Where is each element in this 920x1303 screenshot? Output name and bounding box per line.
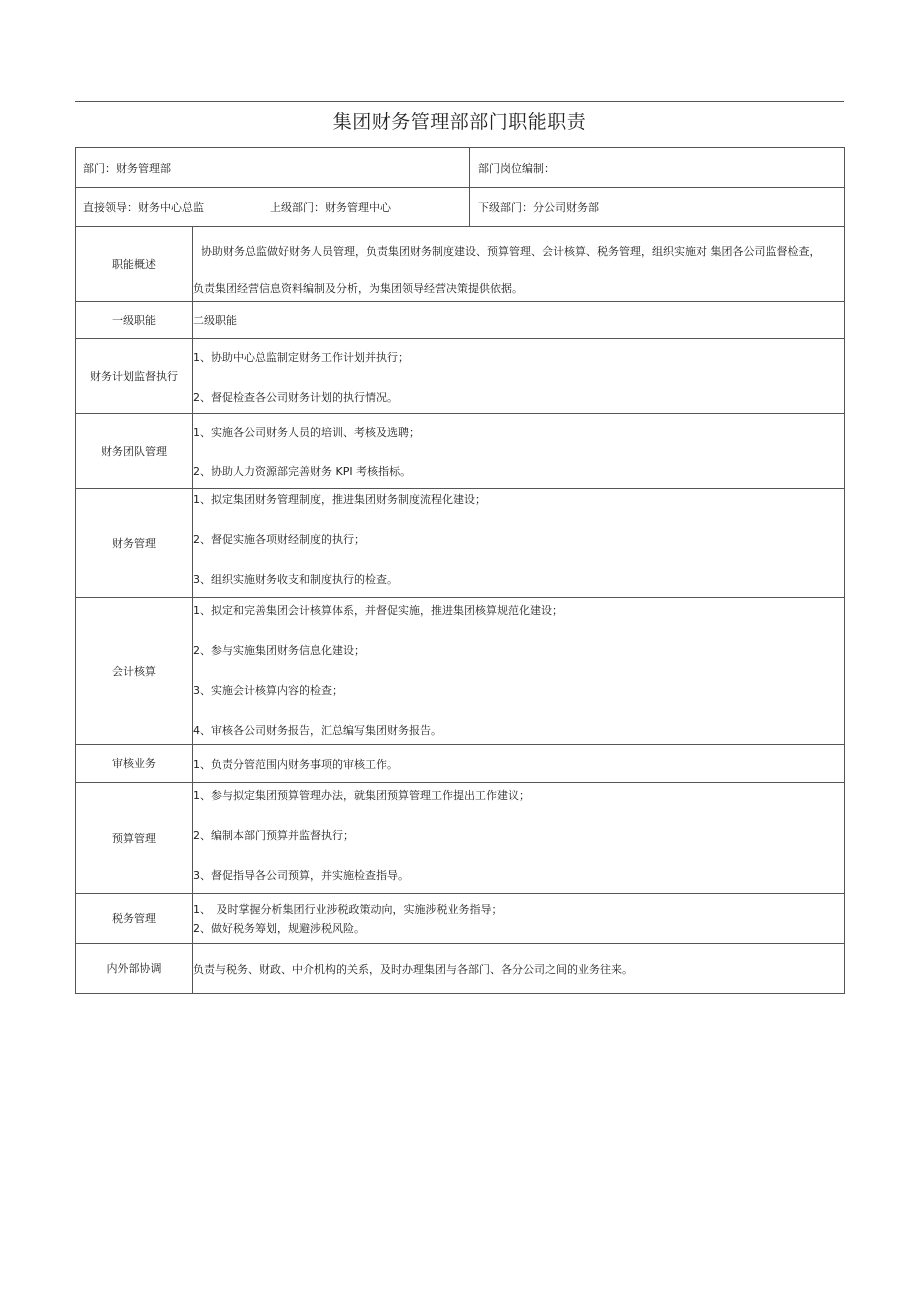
subordinate-cell bbox=[470, 188, 844, 226]
overview-line: 协助财务总监做好财务人员管理，负责集团财务制度建设、预算管理、会计核算、税务管理，组织实施对 集团各公司监督检查， bbox=[201, 245, 821, 258]
subordinate-dept-value: 下级部门：分公司财务部 bbox=[478, 201, 599, 214]
function-item: 1、负责分管范围内财务事项的审核工作。 bbox=[193, 757, 398, 771]
function-row bbox=[76, 943, 844, 993]
function-label: 财务管理 bbox=[76, 489, 193, 597]
function-label: 会计核算 bbox=[76, 598, 193, 744]
function-label: 内外部协调 bbox=[76, 944, 193, 993]
overview-line: 负责集团经营信息资料编制及分析，为集团领导经营决策提供依据。 bbox=[193, 282, 523, 295]
function-items bbox=[193, 339, 844, 413]
department-value: 部门：财务管理部 bbox=[83, 161, 171, 175]
function-row bbox=[76, 744, 844, 782]
function-item: 1、拟定集团财务管理制度，推进集团财务制度流程化建设； bbox=[193, 493, 486, 506]
second-level-header: 二级职能 bbox=[193, 314, 237, 327]
function-label: 预算管理 bbox=[76, 783, 193, 893]
page-title: 集团财务管理部部门职能职责 bbox=[332, 111, 587, 133]
function-item: 3、组织实施财务收支和制度执行的检查。 bbox=[193, 573, 398, 586]
function-item: 2、督促检查各公司财务计划的执行情况。 bbox=[193, 391, 398, 404]
function-table bbox=[75, 147, 845, 994]
department-cell bbox=[76, 148, 470, 187]
overview-label: 职能概述 bbox=[76, 227, 193, 301]
function-item: 负责与税务、财政、中介机构的关系，及时办理集团与各部门、各分公司之间的业务往来。 bbox=[193, 962, 633, 976]
function-item: 1、 及时掌握分析集团行业涉税政策动向，实施涉税业务指导； bbox=[193, 902, 503, 916]
header-row-1 bbox=[76, 148, 844, 187]
function-item: 3、实施会计核算内容的检查； bbox=[193, 684, 343, 697]
function-item: 1、参与拟定集团预算管理办法，就集团预算管理工作提出工作建议； bbox=[193, 789, 530, 802]
function-row bbox=[76, 893, 844, 943]
function-item: 4、审核各公司财务报告，汇总编写集团财务报告。 bbox=[193, 724, 442, 737]
function-row bbox=[76, 597, 844, 744]
function-row bbox=[76, 488, 844, 597]
function-label: 税务管理 bbox=[76, 894, 193, 943]
function-item: 2、做好税务筹划，规避涉税风险。 bbox=[193, 921, 365, 935]
function-row bbox=[76, 338, 844, 413]
function-items bbox=[193, 598, 844, 744]
function-items bbox=[193, 894, 844, 943]
function-item: 1、拟定和完善集团会计核算体系，并督促实施，推进集团核算规范化建设； bbox=[193, 604, 563, 617]
overview-content bbox=[193, 227, 844, 301]
function-item: 1、协助中心总监制定财务工作计划并执行； bbox=[193, 351, 409, 364]
function-item: 1、实施各公司财务人员的培训、考核及选聘； bbox=[193, 426, 420, 439]
leader-cell bbox=[76, 188, 470, 226]
function-item: 2、编制本部门预算并监督执行； bbox=[193, 829, 354, 842]
function-items bbox=[193, 783, 844, 893]
positions-value: 部门岗位编制： bbox=[478, 161, 555, 175]
header-row-2 bbox=[76, 187, 844, 226]
function-items bbox=[193, 745, 844, 782]
positions-cell bbox=[470, 148, 844, 187]
column-header-row bbox=[76, 301, 844, 338]
function-row bbox=[76, 413, 844, 488]
top-rule bbox=[75, 101, 844, 102]
function-items bbox=[193, 944, 844, 993]
function-item: 2、协助人力资源部完善财务 KPI 考核指标。 bbox=[193, 465, 412, 478]
direct-leader-value: 直接领导：财务中心总监 bbox=[83, 201, 204, 214]
function-item: 2、参与实施集团财务信息化建设； bbox=[193, 644, 365, 657]
overview-row bbox=[76, 226, 844, 301]
function-label: 财务团队管理 bbox=[76, 414, 193, 488]
first-level-header: 一级职能 bbox=[76, 302, 193, 338]
function-item: 3、督促指导各公司预算，并实施检查指导。 bbox=[193, 869, 409, 882]
second-level-header-cell bbox=[193, 302, 844, 338]
function-row bbox=[76, 782, 844, 893]
function-items bbox=[193, 414, 844, 488]
function-item: 2、督促实施各项财经制度的执行； bbox=[193, 533, 365, 546]
superior-dept-value: 上级部门：财务管理中心 bbox=[270, 201, 391, 214]
function-label: 审核业务 bbox=[76, 745, 193, 782]
function-label: 财务计划监督执行 bbox=[76, 339, 193, 413]
function-items bbox=[193, 489, 844, 597]
